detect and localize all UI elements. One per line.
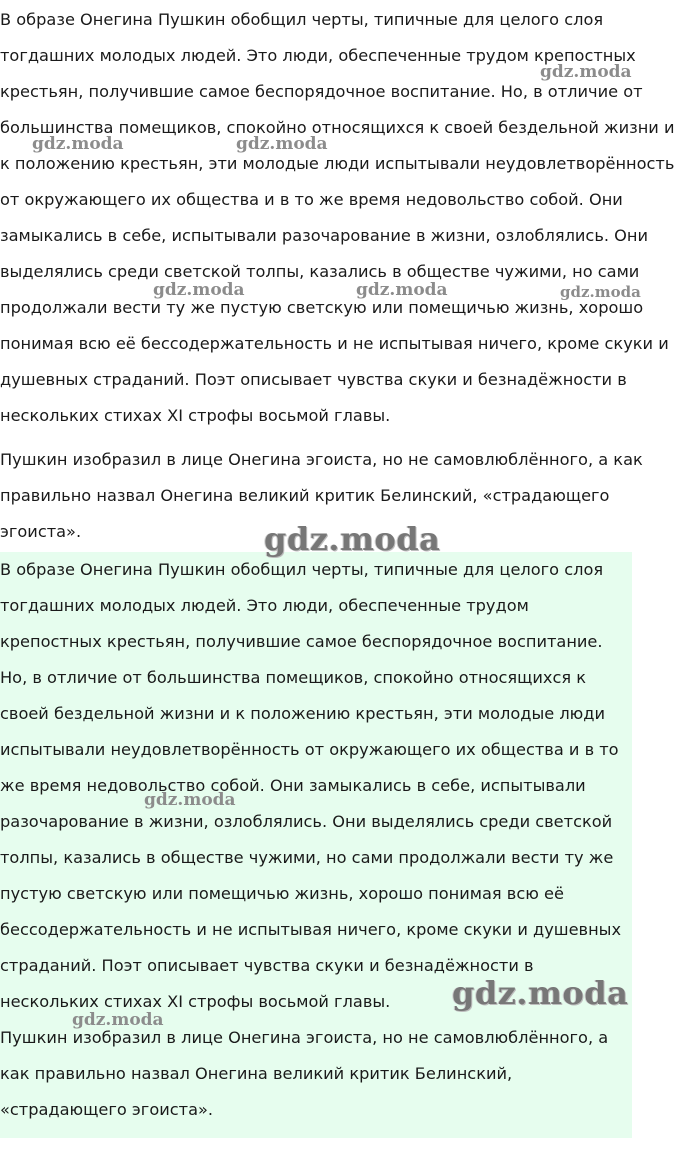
watermark-logo: gdz.moda — [32, 134, 124, 154]
answer-paragraph-2: Пушкин изобразил в лице Онегина эгоиста, но не самовлюблённого, а как правильно назвал Онегина великий критик Белинский, «страдающего эгоиста». — [0, 1028, 609, 1119]
answer-paragraph-1: В образе Онегина Пушкин обобщил черты, типичные для целого слоя тогдашних молодых людей. Это люди, обеспеченные трудом крепостных крестьян, получившие самое беспорядочное воспитание. Но, в отличие от большинства помещиков, спокойно относящихся к своей бездельной жизни и к положению крестьян, эти молодые люди испытывали неудовлетворённость от окружающего их общества и в то же время недовольство собой. Они замыкались в себе, испытывали разочарование в жизни, озлоблялись. Они выделялись среди светской толпы, казались в обществе чужими, но сами продолжали вести ту же пустую светскую или помещичью жизнь, хорошо понимая всю её бессодержательность и не испытывая ничего, кроме скуки и душевных страданий. Поэт описывает чувства скуки и безнадёжности в нескольких стихах XI строфы восьмой главы. — [0, 560, 622, 1011]
watermark-logo: gdz.moda — [144, 790, 236, 810]
answer-text-block — [0, 552, 632, 1138]
watermark-logo: gdz.moda — [264, 520, 441, 558]
question-paragraph-2: Пушкин изобразил в лице Онегина эгоиста, но не самовлюблённого, а как правильно назвал Онегина великий критик Белинский, «страдающего эгоиста». — [0, 450, 643, 541]
watermark-logo: gdz.moda — [540, 62, 632, 82]
watermark-logo: gdz.moda — [560, 283, 641, 301]
watermark-logo: gdz.moda — [452, 974, 629, 1012]
watermark-logo: gdz.moda — [356, 280, 448, 300]
watermark-logo: gdz.moda — [153, 280, 245, 300]
watermark-logo: gdz.moda — [72, 1010, 164, 1030]
question-text-block — [0, 2, 680, 550]
question-paragraph-1: В образе Онегина Пушкин обобщил черты, типичные для целого слоя тогдашних молодых людей. Это люди, обеспеченные трудом крепостных крестьян, получившие самое беспорядочное воспитание. Но, в отличие от большинства помещиков, спокойно относящихся к своей бездельной жизни и к положению крестьян, эти молодые люди испытывали неудовлетворённость от окружающего их общества и в то же время недовольство собой. Они замыкались в себе, испытывали разочарование в жизни, озлоблялись. Они выделялись среди светской толпы, казались в обществе чужими, но сами продолжали вести ту же пустую светскую или помещичью жизнь, хорошо понимая всю её бессодержательность и не испытывая ничего, кроме скуки и душевных страданий. Поэт описывает чувства скуки и безнадёжности в нескольких стихах XI строфы восьмой главы. — [0, 10, 675, 425]
watermark-logo: gdz.moda — [236, 134, 328, 154]
